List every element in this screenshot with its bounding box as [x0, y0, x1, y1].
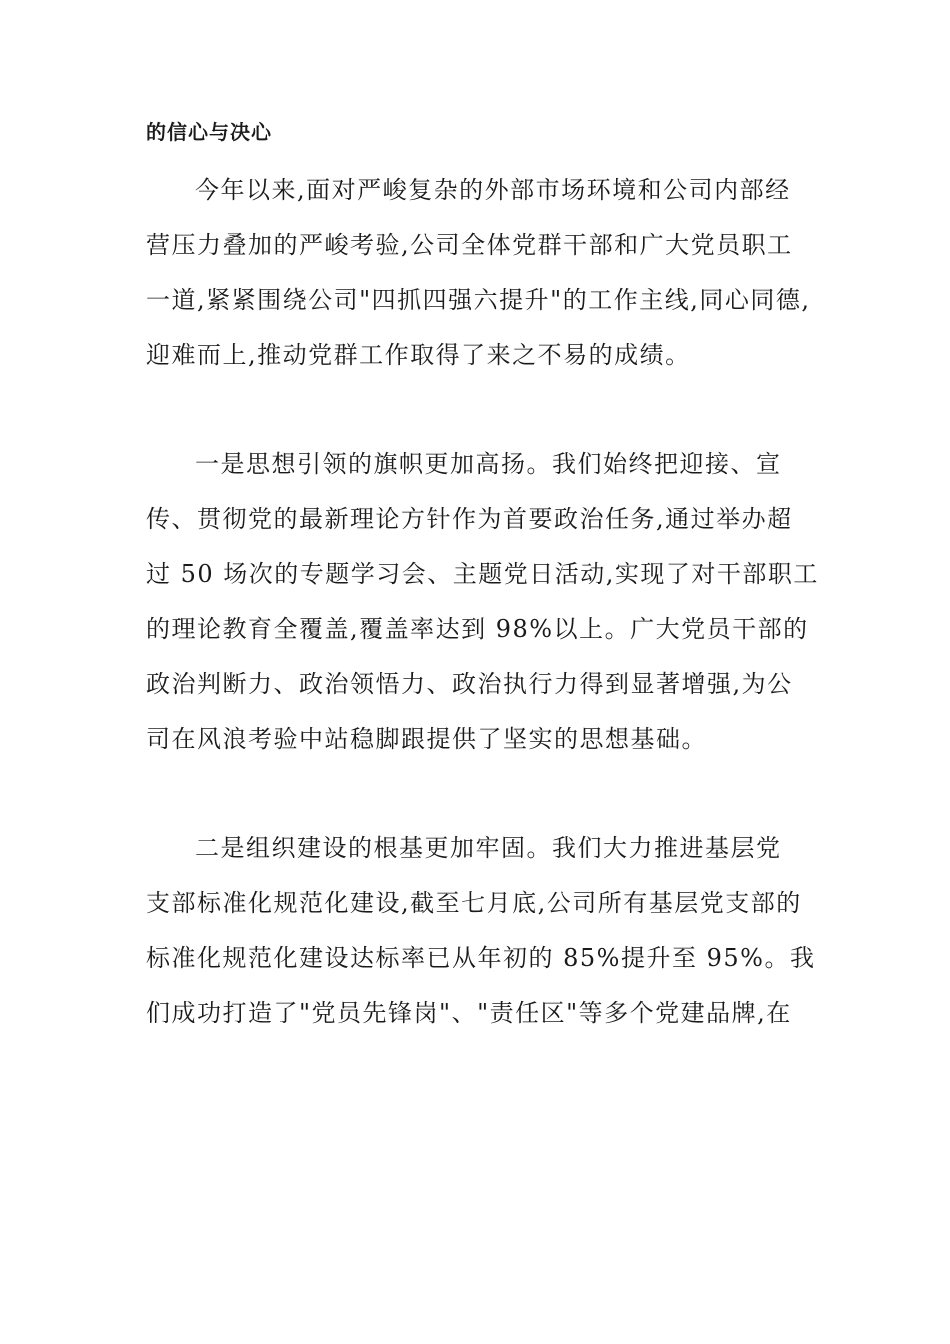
paragraph-2-line-4: 的理论教育全覆盖,覆盖率达到 98%以上。广大党员干部的	[146, 615, 809, 643]
paragraph-2-line-1: 一是思想引领的旗帜更加高扬。我们始终把迎接、宣	[195, 450, 782, 478]
paragraph-2-line-2: 传、贯彻党的最新理论方针作为首要政治任务,通过举办超	[146, 505, 793, 533]
paragraph-1-line-4: 迎难而上,推动党群工作取得了来之不易的成绩。	[146, 341, 691, 369]
paragraph-3-line-4: 们成功打造了"党员先锋岗"、"责任区"等多个党建品牌,在	[146, 999, 792, 1027]
section-heading-fragment: 的信心与决心	[146, 120, 272, 144]
paragraph-2-line-3: 过 50 场次的专题学习会、主题党日活动,实现了对干部职工	[146, 560, 819, 588]
paragraph-2-line-5: 政治判断力、政治领悟力、政治执行力得到显著增强,为公	[146, 670, 793, 698]
paragraph-3-line-1: 二是组织建设的根基更加牢固。我们大力推进基层党	[195, 834, 782, 862]
paragraph-2-line-6: 司在风浪考验中站稳脚跟提供了坚实的思想基础。	[146, 725, 707, 753]
paragraph-3-line-3: 标准化规范化建设达标率已从年初的 85%提升至 95%。我	[146, 944, 816, 972]
paragraph-1-line-3: 一道,紧紧围绕公司"四抓四强六提升"的工作主线,同心同德,	[146, 286, 811, 314]
paragraph-1-line-2: 营压力叠加的严峻考验,公司全体党群干部和广大党员职工	[146, 231, 793, 259]
paragraph-3-line-2: 支部标准化规范化建设,截至七月底,公司所有基层党支部的	[146, 889, 802, 917]
paragraph-1-line-1: 今年以来,面对严峻复杂的外部市场环境和公司内部经	[195, 176, 791, 204]
